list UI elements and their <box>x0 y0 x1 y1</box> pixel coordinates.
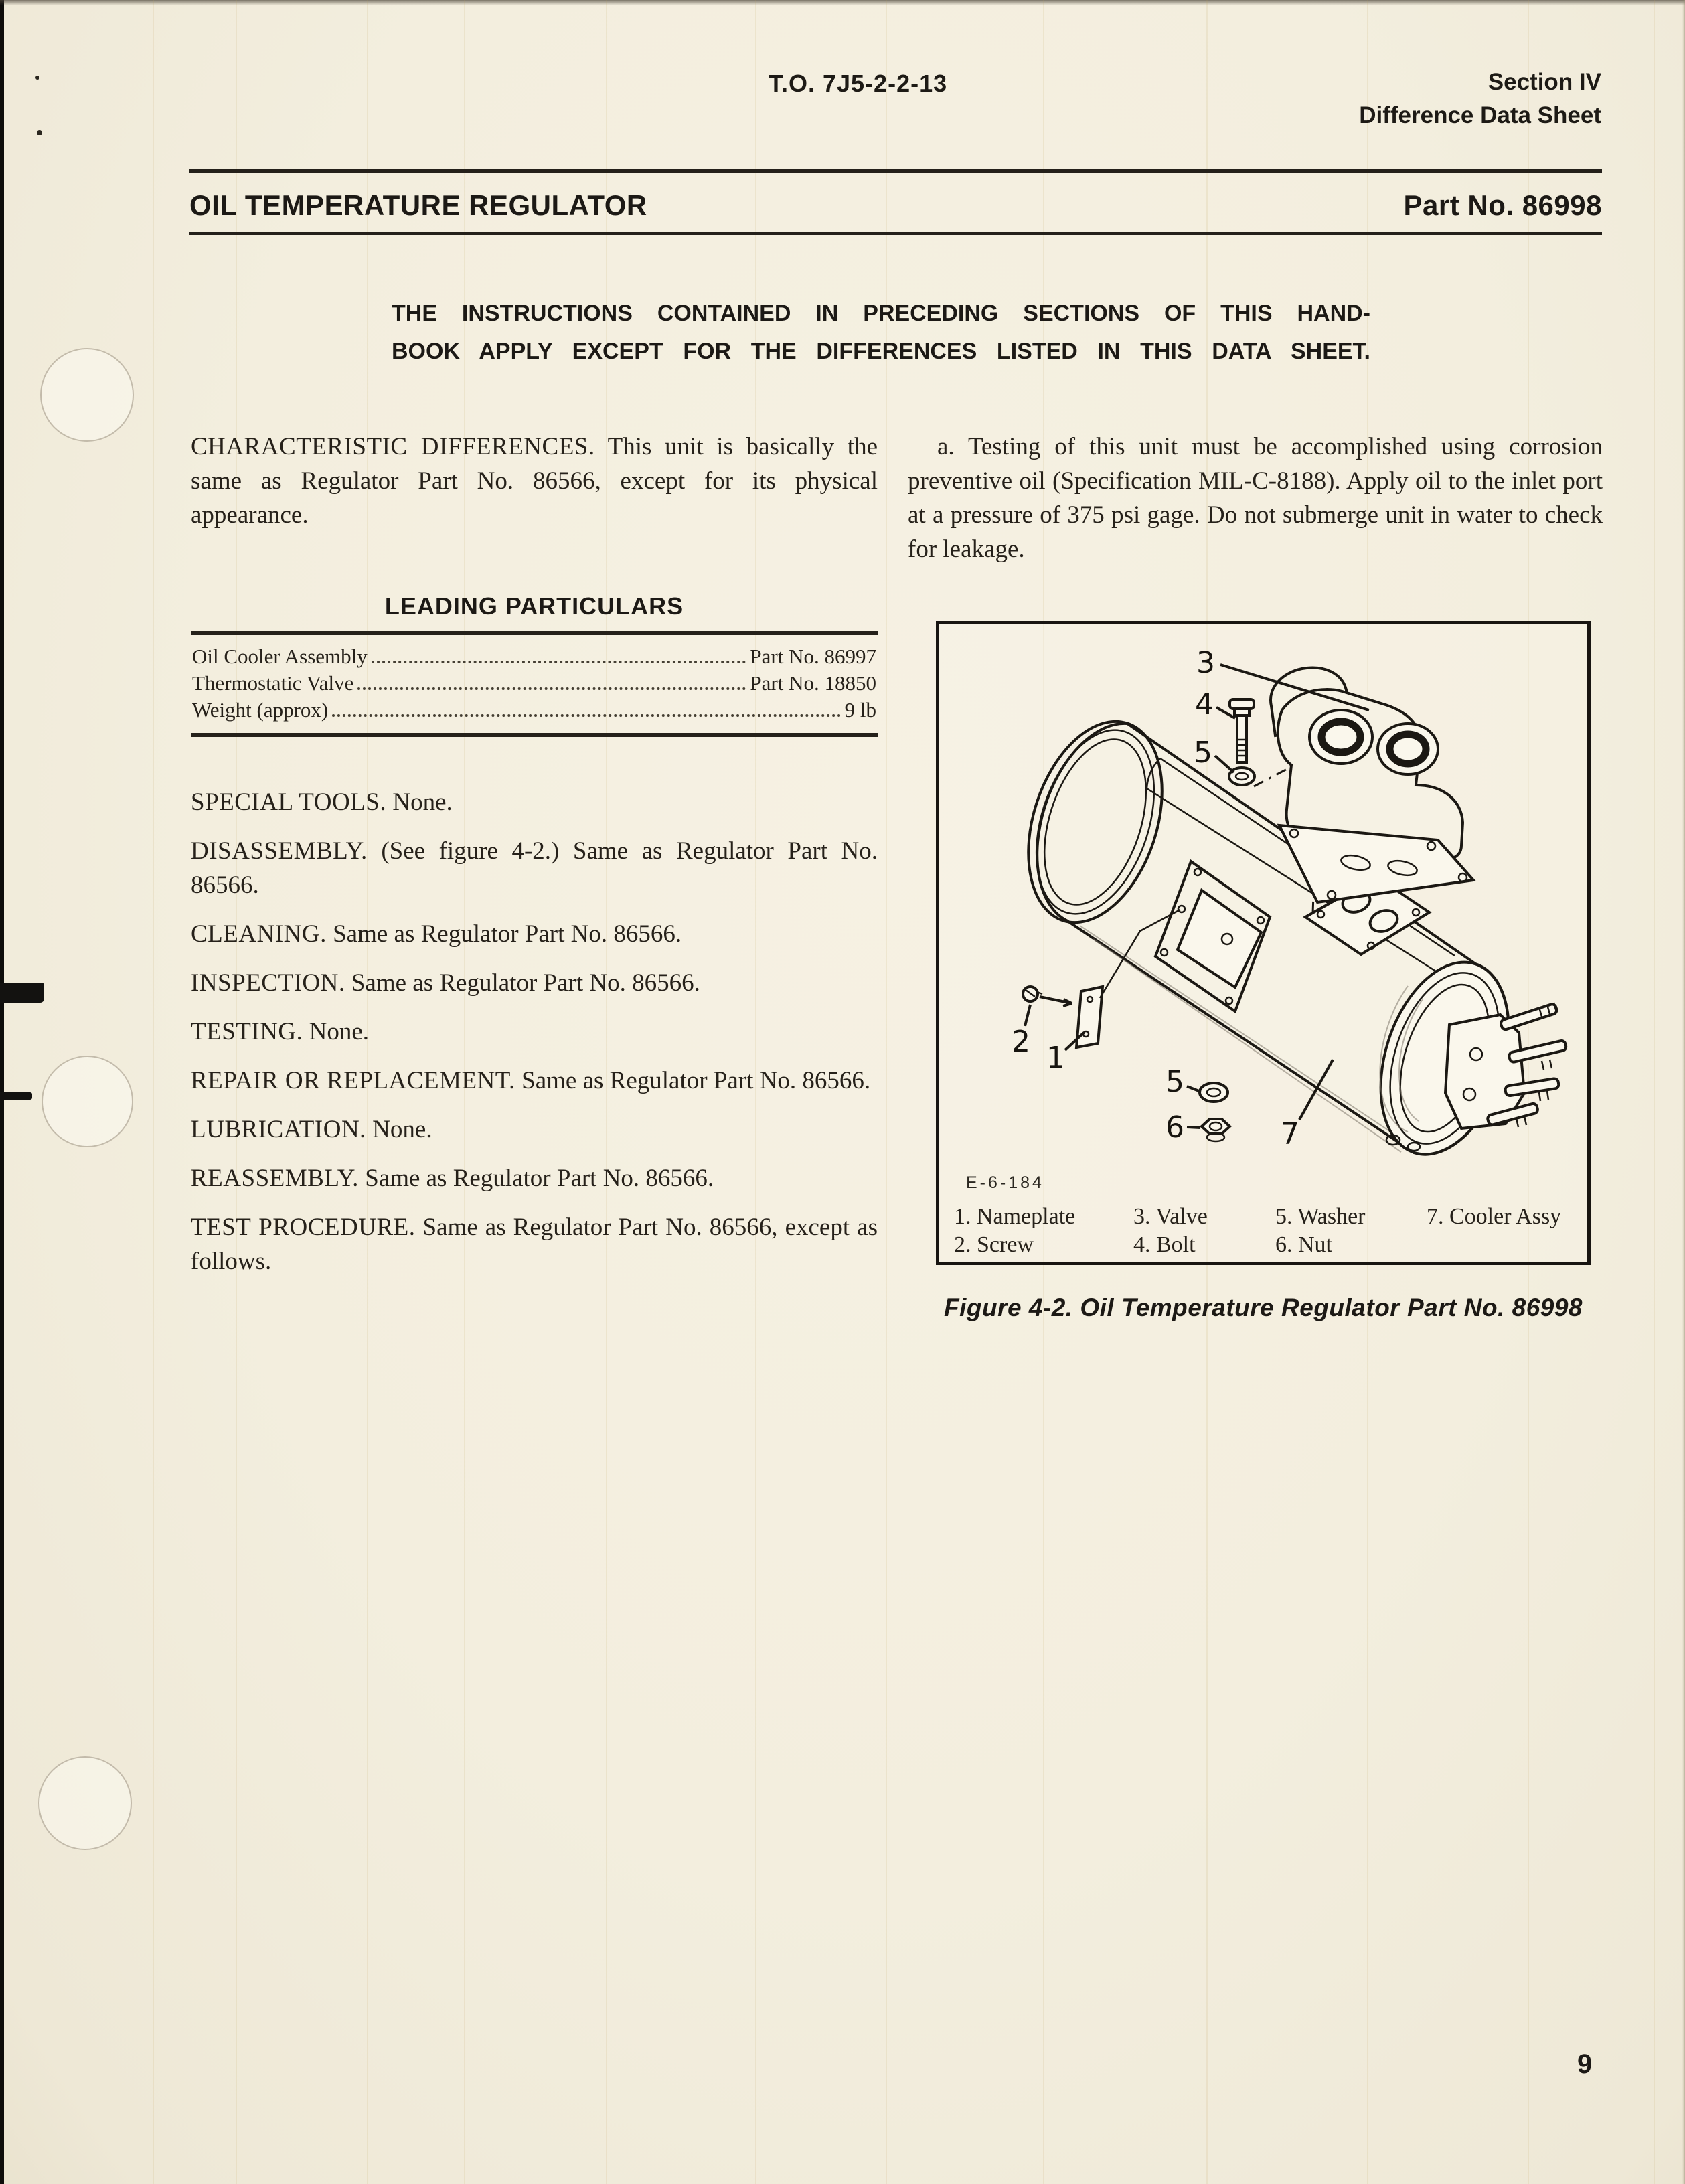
section-paragraph <box>191 834 878 902</box>
page-number: 9 <box>1577 2049 1593 2079</box>
section-paragraph <box>191 1112 878 1147</box>
screw <box>1023 987 1072 1006</box>
binder-tab-mark <box>0 1092 32 1100</box>
figure-legend <box>954 1204 1573 1260</box>
section-label: Section IV <box>1488 69 1601 95</box>
punch-hole <box>38 1756 132 1850</box>
callout-6: 6 <box>1166 1110 1184 1145</box>
legend-item: 1. Nameplate <box>954 1204 1076 1229</box>
section-lead: LUBRICATION. <box>191 1116 366 1143</box>
callout-4: 4 <box>1195 687 1214 722</box>
leading-particulars-heading: LEADING PARTICULARS <box>384 592 684 620</box>
section-text: None. <box>309 1018 370 1045</box>
exploded-view-illustration <box>939 624 1587 1190</box>
paragraph-lead: CHARACTERISTIC DIFFERENCES. <box>191 433 595 460</box>
row-value: Part No. 18850 <box>750 671 876 695</box>
callout-3: 3 <box>1196 646 1215 680</box>
section-paragraph <box>191 917 878 951</box>
scan-right-edge <box>1682 0 1685 2184</box>
dot-leader <box>372 661 746 663</box>
section-lead: CLEANING. <box>191 920 327 948</box>
section-paragraph <box>191 785 878 819</box>
section-text: Same as Regulator Part No. 86566. <box>365 1165 714 1192</box>
punch-hole <box>42 1056 133 1147</box>
callout-7: 7 <box>1281 1117 1299 1151</box>
header-right-block <box>1359 66 1601 133</box>
leading-particulars-table <box>191 635 878 733</box>
legend-item-empty <box>1427 1232 1573 1260</box>
section-text: Same as Regulator Part No. 86566. <box>333 920 682 948</box>
callout-5b-leader <box>1187 1086 1199 1091</box>
row-label: Thermostatic Valve <box>192 671 354 695</box>
sheet-type-label: Difference Data Sheet <box>1359 102 1601 129</box>
row-label: Oil Cooler Assembly <box>192 645 368 668</box>
ink-speck <box>37 130 42 135</box>
characteristic-differences-paragraph <box>191 430 878 532</box>
dot-leader <box>332 714 840 717</box>
title-rule-top <box>189 169 1602 173</box>
callout-5b: 5 <box>1166 1065 1184 1099</box>
figure-photo-id: E-6-184 <box>966 1173 1044 1192</box>
section-text: Same as Regulator Part No. 86566. <box>521 1067 871 1094</box>
table-rule-bottom <box>191 733 878 737</box>
left-column <box>191 430 878 1293</box>
table-row <box>192 670 876 697</box>
section-lead: TESTING. <box>191 1018 303 1045</box>
section-paragraph <box>191 1064 878 1098</box>
legend-item: 5. Washer <box>1275 1204 1366 1229</box>
callout-2: 2 <box>1012 1025 1030 1059</box>
dot-leader <box>357 687 746 690</box>
applicability-notice <box>392 295 1370 371</box>
valve-assembly <box>1271 668 1473 902</box>
paper-crease <box>153 0 154 2184</box>
section-paragraph <box>191 966 878 1000</box>
page-title: OIL TEMPERATURE REGULATOR <box>189 189 647 221</box>
section-paragraph <box>191 1015 878 1049</box>
section-paragraph <box>191 1210 878 1278</box>
section-lead: DISASSEMBLY. <box>191 837 368 865</box>
section-lead: REPAIR OR REPLACEMENT. <box>191 1067 515 1094</box>
figure-4-2 <box>936 621 1591 1265</box>
washer-bottom <box>1200 1083 1228 1102</box>
section-text: Same as Regulator Part No. 86566. <box>351 969 700 997</box>
callout-5-leader <box>1215 756 1234 772</box>
section-lead: TEST PROCEDURE. <box>191 1213 416 1241</box>
binder-tab-mark <box>0 983 44 1003</box>
callout-6-leader <box>1187 1127 1200 1128</box>
right-column <box>908 430 1603 566</box>
section-lead: INSPECTION. <box>191 969 345 997</box>
ink-speck <box>35 76 39 80</box>
row-value: Part No. 86997 <box>750 645 876 668</box>
section-text: None. <box>392 788 453 816</box>
row-value: 9 lb <box>844 698 876 722</box>
legend-item: 3. Valve <box>1133 1204 1208 1229</box>
testing-paragraph: a. Testing of this unit must be accomplished using corrosion preventive oil (Specification MIL-C-8188). Apply oil to the inlet port at a pressure of 375 psi gage. Do not submerge unit in water to check for leakage. <box>908 433 1603 563</box>
section-text: (See figure 4-2.) Same as Regulator Part No. 86566. <box>191 837 878 899</box>
row-label: Weight (approx) <box>192 698 329 722</box>
callout-2-leader <box>1025 1005 1030 1026</box>
callout-5: 5 <box>1194 736 1212 770</box>
section-text: Same as Regulator Part No. 86566, except as follows. <box>191 1213 878 1275</box>
table-row <box>192 643 876 670</box>
section-paragraph <box>191 1161 878 1195</box>
scan-top-edge <box>0 0 1685 5</box>
legend-item: 6. Nut <box>1275 1232 1332 1257</box>
section-lead: SPECIAL TOOLS. <box>191 788 387 816</box>
legend-item: 7. Cooler Assy <box>1427 1204 1562 1229</box>
nut <box>1202 1119 1230 1141</box>
paper-crease <box>1654 0 1655 2184</box>
figure-caption: Figure 4-2. Oil Temperature Regulator Part No. 86998 <box>943 1294 1583 1321</box>
legend-item: 4. Bolt <box>1133 1232 1196 1257</box>
bolt <box>1230 699 1254 762</box>
notice-line: BOOK APPLY EXCEPT FOR THE DIFFERENCES LISTED IN THIS DATA SHEET. <box>392 339 1370 364</box>
title-rule-bottom <box>189 232 1602 235</box>
section-text: None. <box>372 1116 432 1143</box>
table-row <box>192 697 876 724</box>
notice-line: THE INSTRUCTIONS CONTAINED IN PRECEDING SECTIONS OF THIS HAND- <box>392 301 1370 326</box>
legend-item: 2. Screw <box>954 1232 1034 1257</box>
nameplate <box>1076 987 1103 1047</box>
punch-hole <box>40 348 134 442</box>
paragraph-text: This unit is basically the same as Regulator Part No. 86566, except for its physical appearance. <box>191 433 878 529</box>
title-bar <box>189 189 1602 222</box>
section-lead: REASSEMBLY. <box>191 1165 359 1192</box>
part-number: Part No. 86998 <box>1403 189 1602 221</box>
technical-order-number: T.O. 7J5-2-2-13 <box>769 70 948 97</box>
callout-1: 1 <box>1046 1041 1065 1075</box>
